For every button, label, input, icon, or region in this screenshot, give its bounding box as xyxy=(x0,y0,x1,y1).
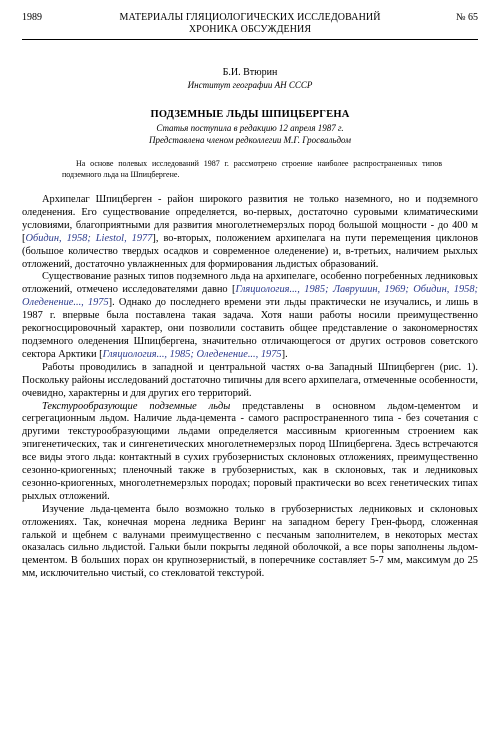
running-header xyxy=(22,12,478,36)
citation-link[interactable]: Гляциология..., 1985; Лаврушин, 1969; Обидин, 1958; Оледенение..., 1975 xyxy=(22,284,479,309)
paragraph-5: Изучение льда-цемента было возможно только в грубозернистых ледниковых и склоновых отложениях. Так, конечная морена ледника Веринг на западном берегу Грен-фьорд, сложенная галькой и щебнем с валунами преимущественно с песчаным заполнителем, в некоторых местах оказалась сильно льдистой. Гальки были покрыты ледяной оболочкой, а все поры заполнены льдом-цементом. В больших порах он крупнозернистый, в поперечнике составляет 5-7 мм, максимум до 25 мм, исключительно чистый, со стекловатой текстурой. xyxy=(22,503,478,580)
paragraph-text: ]. Однако до последнего времени эти льды практически не изучались, и лишь в 1987 г. впервые была поставлена такая задача. Хотя наши работы носили преимущественно рекогносцировочный характер, они позволили составить общее представление о закономерностях подземного оледенения Шпицбергена, значительно отличающегося от других островов советского сектора Арктики [ xyxy=(22,297,479,360)
article-institution: Институт географии АН СССР xyxy=(187,80,313,90)
header-year: 1989 xyxy=(22,12,42,23)
header-rule xyxy=(22,39,478,40)
citation-link[interactable]: Обидин, 1958; Liestol, 1977 xyxy=(25,232,153,244)
article-body xyxy=(22,194,478,581)
paragraph-3: Работы проводились в западной и центральной частях о-ва Западный Шпицберген (рис. 1). Поскольку районы исследований достаточно типичны для всего архипелага, отмеченные особенности, очевидно, характерны и для других его территорий. xyxy=(22,361,478,399)
paragraph-2 xyxy=(22,271,478,361)
header-journal-title: МАТЕРИАЛЫ ГЛЯЦИОЛОГИЧЕСКИХ ИССЛЕДОВАНИЙ xyxy=(119,12,381,23)
paragraph-text: Существование разных типов подземного льда на архипелаге, особенно погребенных ледниковых отложений, отмечено исследователями давно [ xyxy=(22,271,478,296)
paragraph-text: ], во-вторых, положением архипелага на пути перемещения циклонов (большое количество твердых осадков и современное оледенение) и, в-третьих, наличием рыхлых отложений, достаточно увлажненных для формирования льдистых образований. xyxy=(22,232,478,270)
paragraph-text: ]. xyxy=(281,348,288,360)
citation-link[interactable]: Гляциология..., 1985; Оледенение..., 1975 xyxy=(102,348,282,360)
article-received-note: Статья поступила в редакцию 12 апреля 1987 г. xyxy=(156,123,344,133)
article-title: ПОДЗЕМНЫЕ ЛЬДЫ ШПИЦБЕРГЕНА xyxy=(150,109,350,120)
paragraph-1 xyxy=(22,194,478,271)
article-abstract: На основе полевых исследований 1987 г. рассмотрено строение наиболее распространенных типов подземного льда на Шпицбергене. xyxy=(62,159,442,179)
section-term: Текстурообразующие подземные льды xyxy=(42,400,231,412)
header-issue-number: № 65 xyxy=(455,12,478,23)
article-author: Б.И. Втюрин xyxy=(222,67,278,78)
paragraph-text: Архипелаг Шпицберген - район широкого развития не только наземного, но и подземного оледенения. Его существование определяется, во-первых, достаточно суровыми климатическими условиями, благоприятными для развития многолетнемерзлых пород большой мощности - до 400 м [ xyxy=(22,194,478,244)
article-presented-note: Представлена членом редколлегии М.Г. Гросвальдом xyxy=(149,135,351,145)
paragraph-text: представлены в основном льдом-цементом и сегрегационным льдом. Наличие льда-цемента - самого распространенного типа - без сочетания с другими текстурообразующими льдами определяется массивным криогенным строением как эпигенетических, так и сингенетических многолетнемерзлых пород Шпицбергена. Здесь встречаются все виды этого льда: контактный в сухих грубозернистых склоновых отложениях, преимущественно сезонно-криогенных; пленочный также в грубозернистых, как в склоновых, так и ледниковых сезонно-криогенных, многолетнемерзлых породах; поровый практически во всех генетических типах рыхлых отложений. xyxy=(22,400,479,502)
header-section: ХРОНИКА ОБСУЖДЕНИЯ xyxy=(188,24,312,35)
paragraph-4 xyxy=(22,401,478,504)
